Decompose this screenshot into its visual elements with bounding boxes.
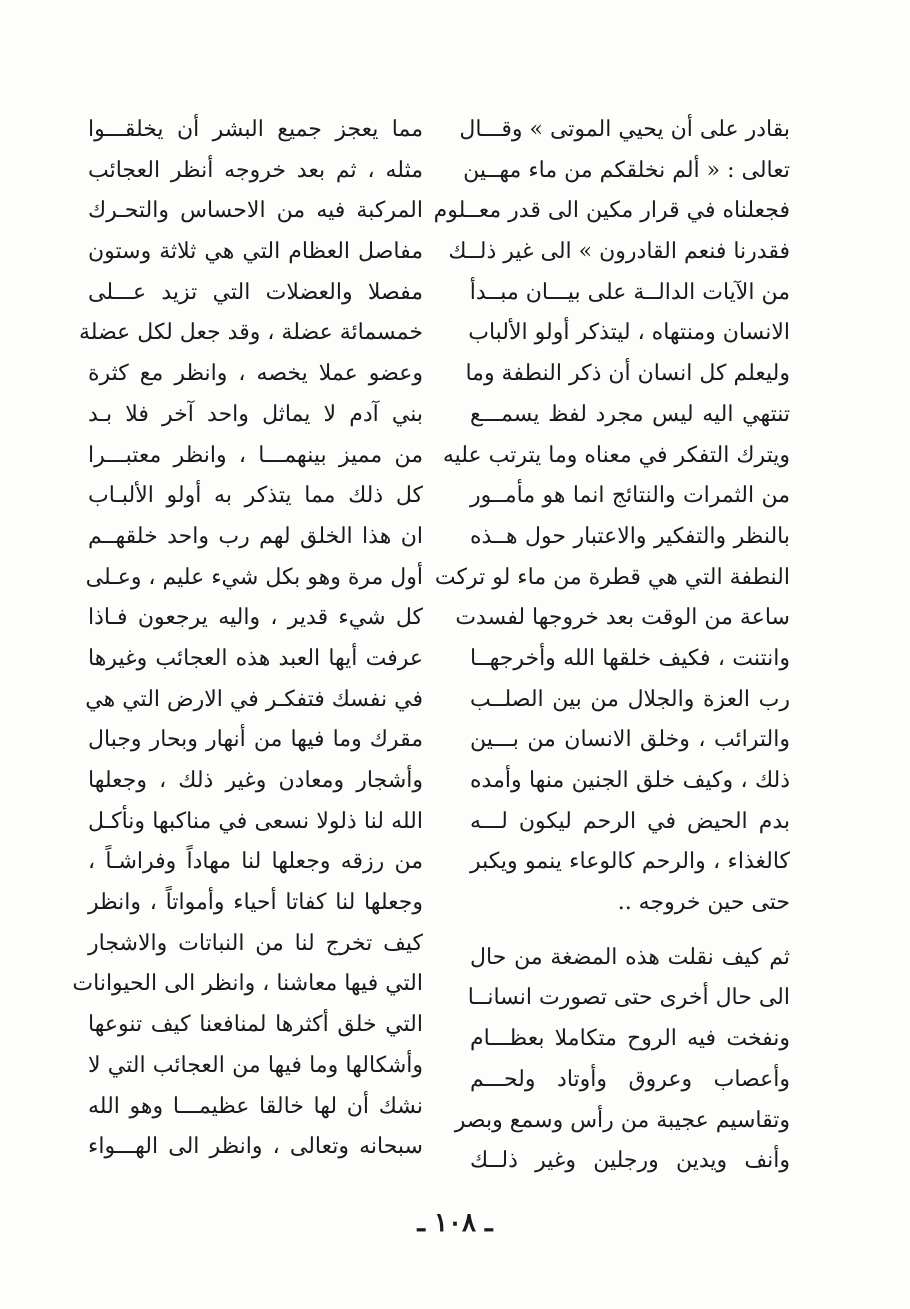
text-line: والترائب ، وخلق الانسان من بـــين <box>470 727 790 753</box>
text-line: ثم كيف نقلت هذه المضغة من حال <box>470 944 790 970</box>
text-line: مفاصل العظام التي هي ثلاثة وستون <box>88 239 423 265</box>
text-line: وأعصاب وعروق وأوتاد ولحـــم <box>470 1066 790 1092</box>
text-line: النطفة التي هي قطرة من ماء لو تركت <box>434 564 790 590</box>
text-line: مما يعجز جميع البشر أن يخلقـــوا <box>88 117 423 142</box>
text-line: تعالى : « ألم نخلقكم من ماء مهــين <box>463 157 790 183</box>
text-line: ذلك ، وكيف خلق الجنين منها وأمده <box>470 768 790 793</box>
text-line: مقرك وما فيها من أنهار وبحار وجبال <box>88 727 423 753</box>
text-line: من الثمرات والنتائج انما هو مأمــور <box>470 483 790 509</box>
text-line: كل ذلك مما يتذكر به أولو الألبـاب <box>88 483 423 509</box>
text-line: بدم الحيض في الرحم ليكون لـــه <box>470 808 790 834</box>
paragraph <box>72 110 423 1168</box>
text-line: مثله ، ثم بعد خروجه أنظر العجائب <box>88 157 423 183</box>
paragraph <box>454 938 790 1182</box>
left-column <box>72 110 423 1168</box>
text-line: بالنظر والتفكير والاعتبار حول هــذه <box>470 523 790 549</box>
text-line: أول مرة وهو بكل شيء عليم ، وعـلى <box>85 564 423 590</box>
text-line: ونفخت فيه الروح متكاملا بعظـــام <box>470 1026 790 1052</box>
text-line: حتى حين خروجه .. <box>617 890 790 916</box>
text-line: كل شيء قدير ، واليه يرجعون فـاذا <box>88 605 423 631</box>
text-line: تنتهي اليه ليس مجرد لفظ يسمـــع <box>470 401 790 427</box>
text-line: كالغذاء ، والرحم كالوعاء ينمو ويكبر <box>470 849 790 875</box>
text-line: سبحانه وتعالى ، وانظر الى الهـــواء <box>88 1134 423 1160</box>
text-line: المركبة فيه من الاحساس والتحـرك <box>88 198 423 224</box>
text-line: الى حال أخرى حتى تصورت انسانــا <box>467 985 790 1011</box>
text-line: التي خلق أكثرها لمنافعنا كيف تنوعها <box>88 1012 423 1038</box>
text-line: وأشكالها وما فيها من العجائب التي لا <box>88 1052 423 1078</box>
paragraph-gap <box>470 924 790 938</box>
paragraph <box>433 110 790 924</box>
text-line: وأشجار ومعادن وغير ذلك ، وجعلها <box>88 768 423 793</box>
text-line: خمسمائة عضلة ، وقد جعل لكل عضلة <box>79 320 423 346</box>
text-line: وعضو عملا يخصه ، وانظر مع كثرة <box>88 361 423 387</box>
text-line: كيف تخرج لنا من النباتات والاشجار <box>88 930 423 956</box>
text-line: فجعلناه في قرار مكين الى قدر معــلوم <box>433 198 790 224</box>
page-number: ـ ١٠٨ ـ <box>417 1208 493 1238</box>
text-line: نشك أن لها خالقا عظيمـــا وهو الله <box>88 1093 423 1119</box>
text-line: بني آدم لا يماثل واحد آخر فلا بـد <box>88 401 423 427</box>
right-column <box>433 110 790 1182</box>
text-line: الله لنا ذلولا نسعى في مناكبها ونأكـل <box>88 808 423 834</box>
text-line: من رزقه وجعلها لنا مهاداً وفراشـاً ، <box>88 849 423 875</box>
text-line: رب العزة والجلال من بين الصلــب <box>470 686 790 712</box>
text-line: وانتنت ، فكيف خلقها الله وأخرجهــا <box>470 645 790 671</box>
text-line: ان هذا الخلق لهم رب واحد خلقهــم <box>88 523 423 549</box>
text-line: وتقاسيم عجيبة من رأس وسمع وبصر <box>454 1107 790 1133</box>
text-line: فقدرنا فنعم القادرون » الى غير ذلــك <box>448 239 790 265</box>
text-line: الانسان ومنتهاه ، ليتذكر أولو الألباب <box>468 320 790 346</box>
text-line: وجعلها لنا كفاتا أحياء وأمواتاً ، وانظر <box>88 890 423 916</box>
text-line: التي فيها معاشنا ، وانظر الى الحيوانات <box>72 971 423 997</box>
text-line: ساعة من الوقت بعد خروجها لفسدت <box>455 605 790 631</box>
text-line: في نفسك فتفكـر في الارض التي هي <box>85 686 423 712</box>
text-line: بقادر على أن يحيي الموتى » وقـــال <box>459 117 790 142</box>
text-line: وليعلم كل انسان أن ذكر النطفة وما <box>465 361 790 387</box>
text-line: من مميز بينهمـــا ، وانظر معتبـــرا <box>88 442 423 468</box>
text-line: وأنف ويدين ورجلين وغير ذلــك <box>470 1148 790 1174</box>
text-line: من الآيات الدالــة على بيـــان مبــدأ <box>469 279 790 305</box>
text-line: مفصلا والعضلات التي تزيد عـــلى <box>88 279 423 305</box>
text-line: ويترك التفكر في معناه وما يترتب عليه <box>442 442 790 468</box>
text-line: عرفت أيها العبد هذه العجائب وغيرها <box>88 645 423 671</box>
